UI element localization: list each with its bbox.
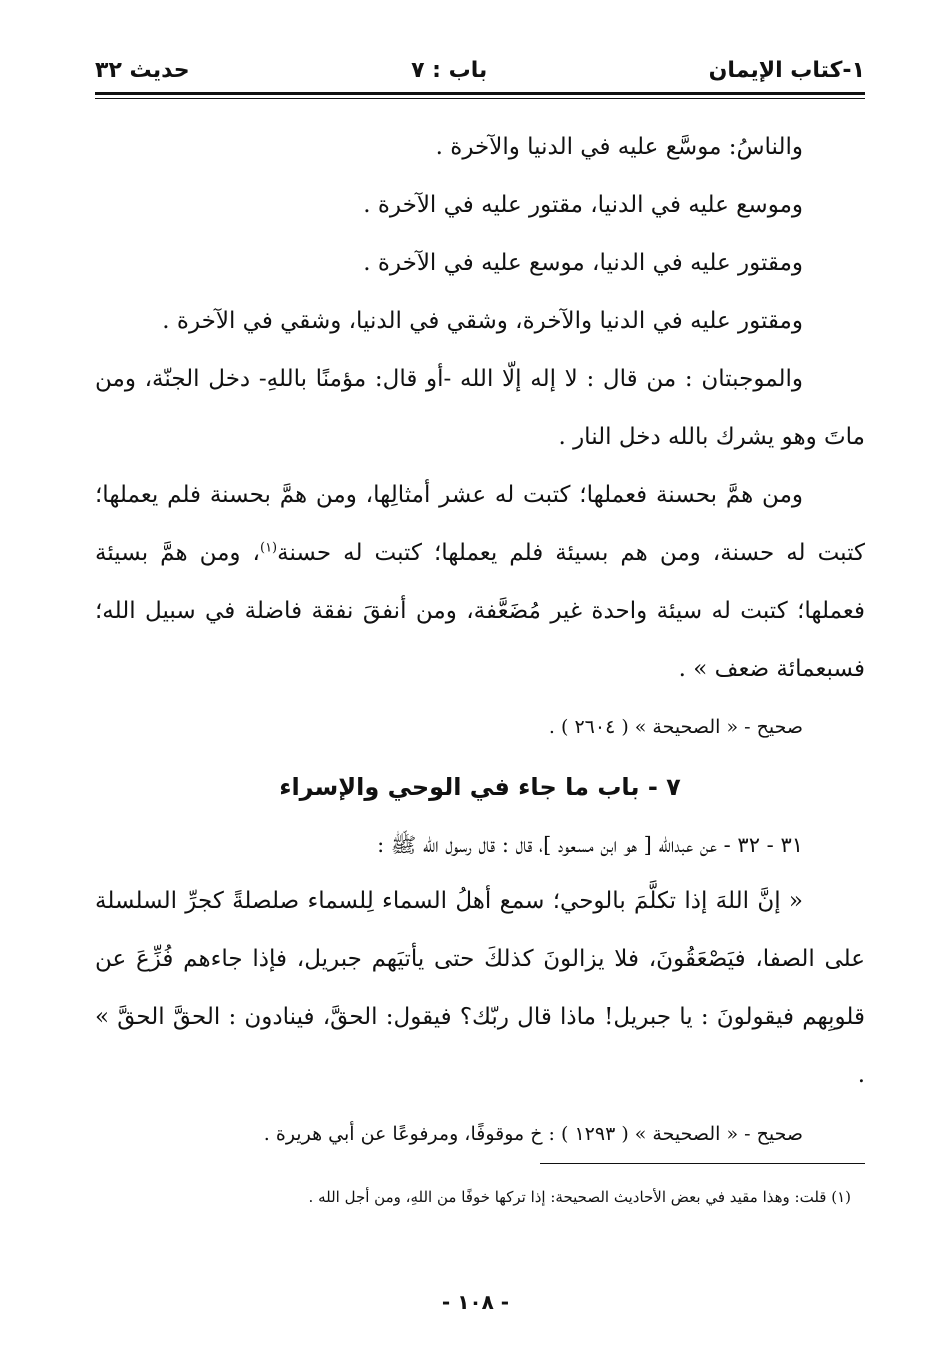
paragraph-line-2: وموسع عليه في الدنيا، مقتور عليه في الآخرة . xyxy=(363,192,803,218)
header-chapter-number: باب : ٧ xyxy=(411,57,488,83)
paragraph-line-1: والناسُ: موسَّع عليه في الدنيا والآخرة . xyxy=(435,134,803,160)
hadith-grading-2: صحيح - « الصحيحة » ( ١٢٩٣ ) : خ موقوفًا، ومرفوعًا عن أبي هريرة . xyxy=(263,1123,803,1145)
running-header xyxy=(95,52,865,88)
hadith-matn: « إنَّ اللهَ إذا تكلَّمَ بالوحي؛ سمع أهلُ السماء لِلسماء صلصلةً كجرِّ السلسلة على الصفا، فيَصْعَقُونَ، فلا يزالونَ كذلكَ حتى يأتيَهم جبريل، فإذا جاءهم فُزِّعَ عن قلوبِهم فيقولونَ : يا جبريل! ماذا قال ربّك؟ فيقول: الحقَّ، فينادون : الحقَّ الحقَّ » . xyxy=(95,888,865,1088)
hadith-grading-1: صحيح - « الصحيحة » ( ٢٦٠٤ ) . xyxy=(548,716,803,738)
header-rule-thin xyxy=(95,98,865,99)
header-rule-thick xyxy=(95,92,865,95)
hadith-isnad: ٣١ - ٣٢ - عن عبدالله [ هو ابن مسعود ]، قال : قال رسول الله ﷺ : xyxy=(377,833,803,857)
page-body xyxy=(95,118,865,1164)
chapter-title: ٧ - باب ما جاء في الوحي والإسراء xyxy=(279,773,681,801)
footnote-marker: (١) xyxy=(259,540,278,556)
header-hadith-number: حديث ٣٢ xyxy=(95,57,190,83)
paragraph-mujibatan: والموجبتان : من قال : لا إله إلّا الله -أو قال: مؤمنًا باللهِ- دخل الجنّة، ومن ماتَ وهو يشرك بالله دخل النار . xyxy=(95,366,865,450)
paragraph-hasana-part-2: ، ومن همَّ بسيئة فعملها؛ كتبت له سيئة واحدة غير مُضَعَّفة، ومن أنفقَ نفقة فاضلة في سبيل الله؛ فسبعمائة ضعف » . xyxy=(95,540,865,682)
paragraph-line-4: ومقتور عليه في الدنيا والآخرة، وشقي في الدنيا، وشقي في الآخرة . xyxy=(162,308,803,334)
paragraph-hasana xyxy=(95,466,865,698)
page-number: - ١٠٨ - xyxy=(441,1290,510,1314)
footnote: (١) قلت: وهذا مقيد في بعض الأحاديث الصحيحة: إذا تركها خوفًا من اللهِ، ومن أجل الله . xyxy=(308,1188,851,1206)
paragraph-line-3: ومقتور عليه في الدنيا، موسع عليه في الآخرة . xyxy=(363,250,803,276)
header-book-title: ١-كتاب الإيمان xyxy=(708,57,865,83)
paragraph-hasana-part-1: ومن همَّ بحسنة فعملها؛ كتبت له عشر أمثالِها، ومن همَّ بحسنة فلم يعملها؛ كتبت له حسنة، ومن هم بسيئة فلم يعملها؛ كتبت له حسنة xyxy=(95,482,865,566)
footnote-separator xyxy=(540,1163,865,1164)
